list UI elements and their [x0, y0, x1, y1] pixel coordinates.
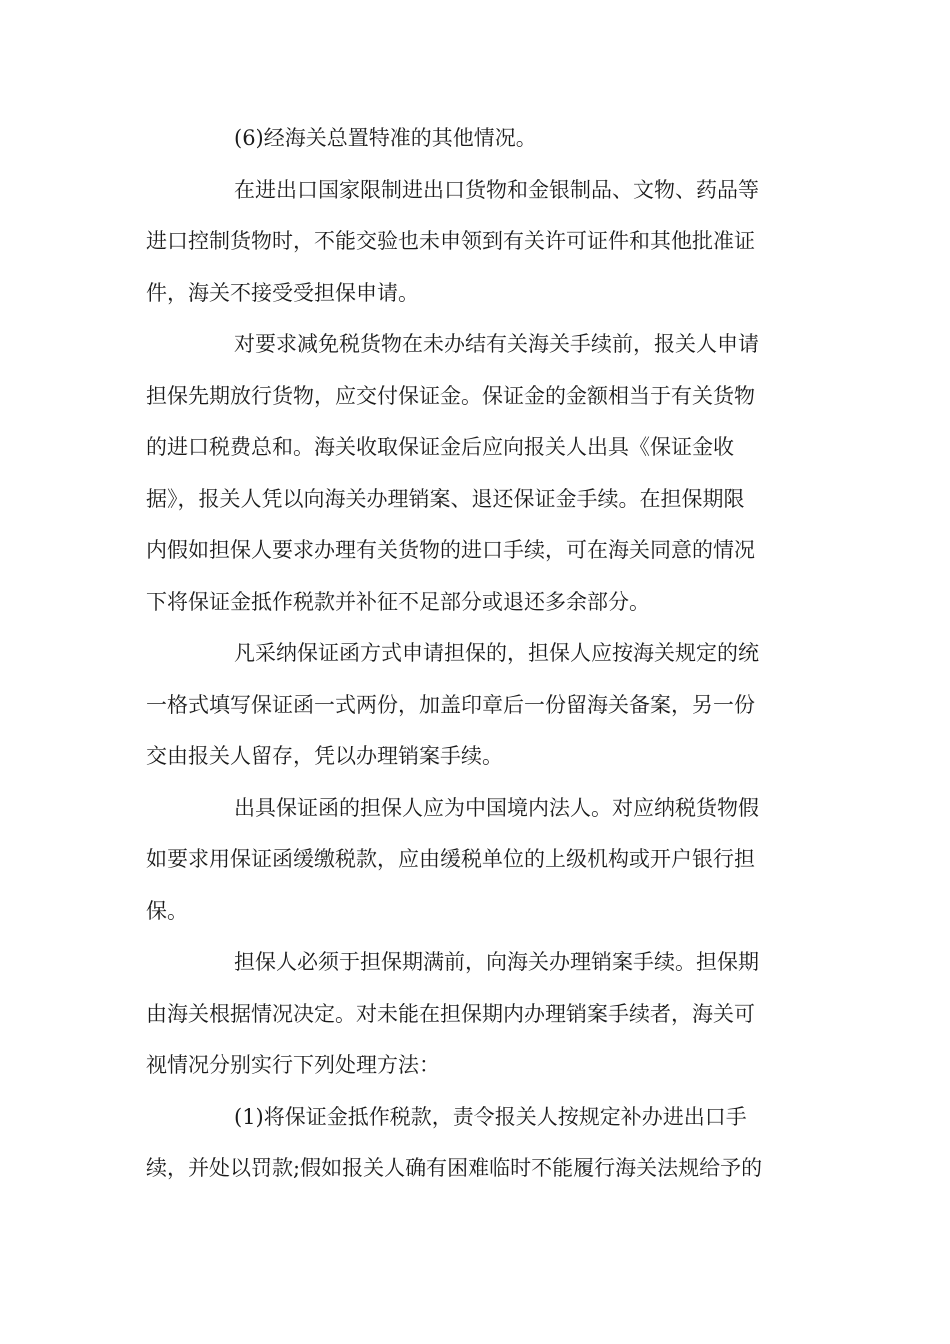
- text-line: 据》，报关人凭以向海关办理销案、退还保证金手续。在担保期限: [146, 486, 745, 511]
- paragraph: [146, 628, 806, 783]
- paragraph: [146, 1092, 806, 1195]
- paragraph: [146, 165, 806, 320]
- text-line: 续，并处以罚款;假如报关人确有困难临时不能履行海关法规给予的: [146, 1156, 763, 1180]
- text-line: 视情况分别实行下列处理方法：: [146, 1053, 440, 1077]
- text-line: 担保人必须于担保期满前，向海关办理销案手续。担保期: [234, 950, 759, 974]
- paragraph: [146, 113, 806, 165]
- paragraph: [146, 937, 806, 1092]
- text-line: (1)将保证金抵作税款，责令报关人按规定补办进出口手: [234, 1104, 747, 1129]
- text-line: 凡采纳保证函方式申请担保的，担保人应按海关规定的统: [234, 641, 759, 665]
- paragraph: [146, 319, 806, 628]
- text-line: 下将保证金抵作税款并补征不足部分或退还多余部分。: [146, 589, 650, 614]
- text-line: 对要求减免税货物在未办结有关海关手续前，报关人申请: [234, 332, 759, 356]
- text-line: 如要求用保证函缓缴税款，应由缓税单位的上级机构或开户银行担: [146, 847, 755, 871]
- text-line: 在进出口国家限制进出口货物和金银制品、文物、药品等: [234, 177, 759, 202]
- text-line: 一格式填写保证函一式两份，加盖印章后一份留海关备案，另一份: [146, 692, 755, 717]
- text-line: 进口控制货物时，不能交验也未申领到有关许可证件和其他批准证: [146, 229, 755, 253]
- text-line: 担保先期放行货物，应交付保证金。保证金的金额相当于有关货物: [146, 383, 755, 408]
- text-line: 的进口税费总和。海关收取保证金后应向报关人出具《保证金收: [146, 435, 734, 459]
- text-line: 由海关根据情况决定。对未能在担保期内办理销案手续者，海关可: [146, 1001, 755, 1026]
- text-line: 保。: [146, 898, 188, 923]
- text-line: 内假如担保人要求办理有关货物的进口手续，可在海关同意的情况: [146, 538, 755, 562]
- text-line: 件，海关不接受受担保申请。: [146, 280, 419, 305]
- text-line: 出具保证函的担保人应为中国境内法人。对应纳税货物假: [234, 795, 759, 820]
- paragraph: [146, 783, 806, 938]
- text-line: (6)经海关总置特准的其他情况。: [234, 126, 537, 150]
- document-body: [146, 113, 806, 1195]
- text-line: 交由报关人留存，凭以办理销案手续。: [146, 744, 503, 768]
